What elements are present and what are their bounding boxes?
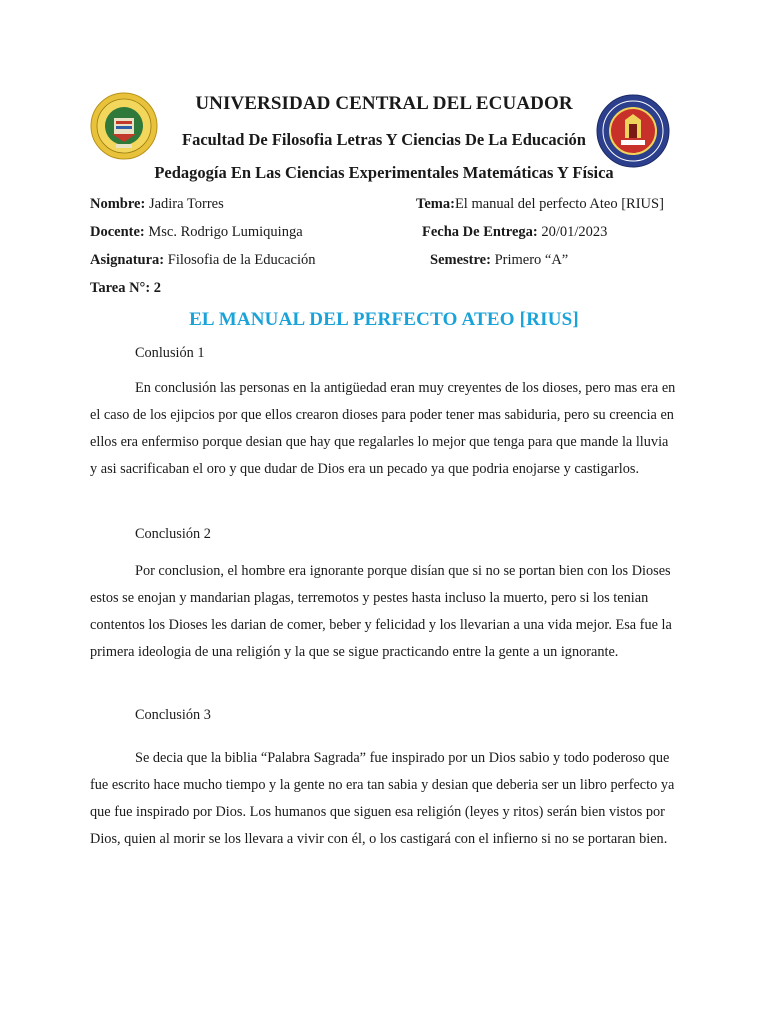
name-value: Jadira Torres [145,196,224,212]
topic-label: Tema: [416,196,455,212]
name-label: Nombre: [90,196,146,212]
conclusion-2-heading: Conclusión 2 [135,526,211,542]
teacher-line [90,224,303,241]
semester-label: Semestre: [430,252,491,268]
task-number: Tarea N°: 2 [90,280,162,296]
date-label: Fecha De Entrega: [422,224,538,240]
conclusion-2-paragraph: Por conclusion, el hombre era ignorante porque disían que si no se portan bien con los Dioses estos se enojan y mandarian plagas, terremotos y pestes hasta incluso la muerto, pero si los tenian contentos los Dioses les darian de comer, beber y felicidad y los llevarian a una vida mejor. Esa fue la primera ideologia de una religión y la que se sigue practicando entre la gente a un ignorante. [90,563,672,660]
topic-line [416,196,664,213]
conclusion-1-paragraph: En conclusión las personas en la antigüedad eran muy creyentes de los dioses, pero mas era en el caso de los ejipcios por que ellos crearon dioses para poder tener mas sabiduria, pero su creencia en ellos era enfermiso porque desian que hay que regalarles lo mejor que tenga para que mande la lluvia y asi sacrificaban el oro y que dudar de Dios era un pecado ya que podria enojarse y castigarlos. [90,380,676,477]
subject-label: Asignatura: [90,252,165,268]
university-name: UNIVERSIDAD CENTRAL DEL ECUADOR [195,93,573,114]
conclusion-3-paragraph: Se decia que la biblia “Palabra Sagrada” fue inspirado por un Dios sabio y todo poderoso que fue escrito hace mucho tiempo y la gente no era tan sabia y desian que deberia ser un libro perfecto ya que fue inspirado por Dios. Los humanos que siguen esa religión (leyes y ritos) serán bien vistos por Dios, quien al morir se los llevara a vivir con él, o los castigará con el infierno si no se portaran bien. [90,750,675,847]
due-date-line [422,224,607,241]
teacher-label: Docente: [90,224,145,240]
program-name: Pedagogía En Las Ciencias Experimentales Matemáticas Y Física [154,163,614,182]
semester-line [430,252,568,269]
subject-line [90,252,316,269]
conclusion-3-heading: Conclusión 3 [135,707,211,723]
student-name-line [90,196,224,213]
date-value: 20/01/2023 [537,224,608,240]
document-title: EL MANUAL DEL PERFECTO ATEO [RIUS] [189,309,579,330]
topic-value: El manual del perfecto Ateo [RIUS] [454,196,664,212]
teacher-value: Msc. Rodrigo Lumiquinga [144,224,303,240]
semester-value: Primero “A” [490,252,569,268]
faculty-name: Facultad De Filosofia Letras Y Ciencias De La Educación [182,130,586,149]
subject-value: Filosofia de la Educación [164,252,316,268]
conclusion-1-heading: Conlusión 1 [135,345,205,361]
